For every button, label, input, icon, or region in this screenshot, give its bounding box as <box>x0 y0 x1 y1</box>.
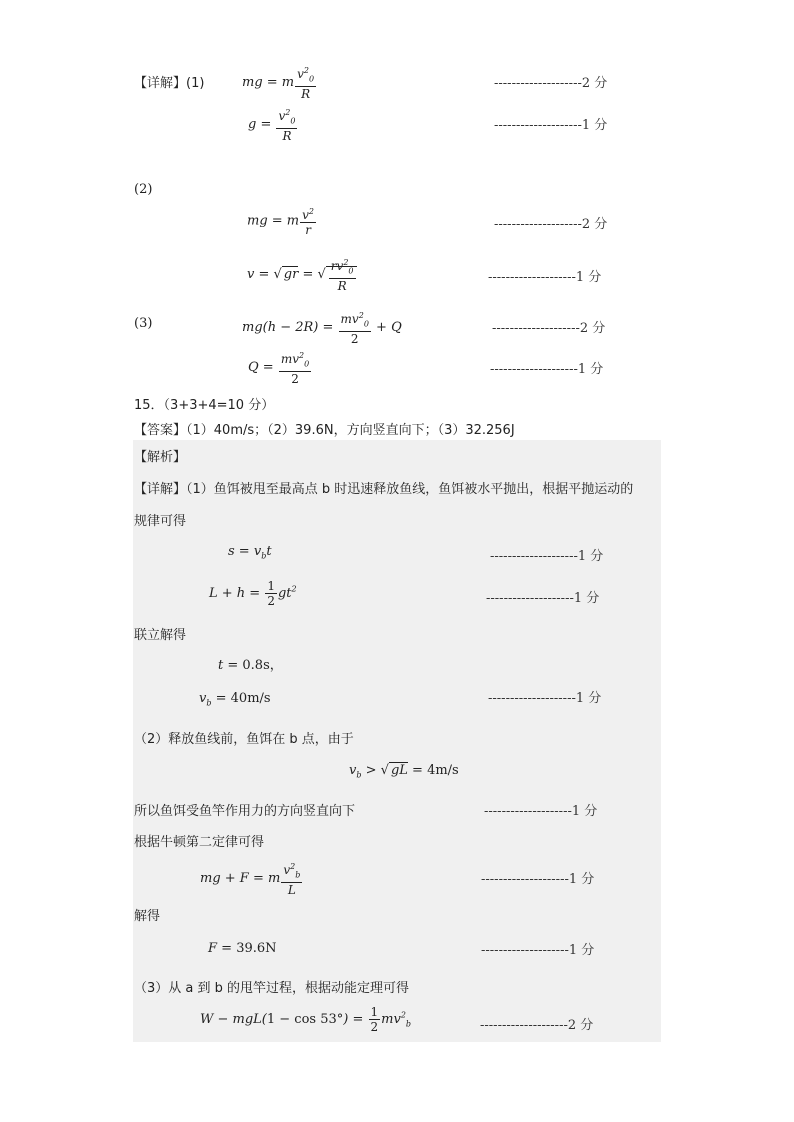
eq-vb-40: $v_b = 40m/s$ <box>199 691 271 708</box>
part-3-intro-15: （3）从 a 到 b 的甩竿过程，根据动能定理可得 <box>134 981 410 996</box>
score-14-2a: --------------------2 分 <box>494 217 608 232</box>
score-15-3a: --------------------2 分 <box>480 1018 594 1033</box>
eq-L-plus-h: L + h = $\frac{1}{2}$ $gt^2$ <box>209 579 297 608</box>
eq-t-0.8s: t = 0.8s， <box>218 658 283 673</box>
score-14-3b: --------------------1 分 <box>490 362 604 377</box>
eq-work-energy: W − mgL(1 − cos 53°) = $\frac{1}{2}$ $mv^2_b$ <box>200 1005 412 1034</box>
newton-label: 根据牛顿第二定律可得 <box>134 835 265 850</box>
score-14-1a: --------------------2 分 <box>494 76 608 91</box>
problem-15-heading: 15．（3+3+4=10 分） <box>134 398 275 413</box>
part-2-intro-15: （2）释放鱼线前，鱼饵在 b 点，由于 <box>134 732 354 747</box>
analysis-label: 【解析】 <box>134 450 187 465</box>
detail-label-14: 【详解】(1) <box>134 76 205 91</box>
eq-g-v0sq-over-R: g = $\frac{v^2_0}{R}$ <box>248 108 296 144</box>
part-2-label-14: (2) <box>134 182 153 197</box>
score-14-2b: --------------------1 分 <box>488 270 602 285</box>
score-15-1b: --------------------1 分 <box>486 591 600 606</box>
detail-label-15: 【详解】 <box>134 482 187 497</box>
joint-solve-label: 联立解得 <box>134 628 187 643</box>
direction-statement: 所以鱼饵受鱼竿作用力的方向竖直向下 <box>134 804 356 819</box>
eq-s-vb-t: $s = v_bt$ <box>228 544 272 561</box>
eq-mg-mvsq-over-r: mg = m $\frac{v^2}{r}$ <box>247 207 315 237</box>
detail-15-line2: 规律可得 <box>134 514 187 529</box>
score-15-1c: --------------------1 分 <box>488 691 602 706</box>
part-3-label-14: (3) <box>134 316 153 331</box>
eq-vb-gt-sqrt-gL: $v_b$ > √ gL = 4m/s <box>349 763 459 780</box>
eq-Q-mv0sq-over-2: Q = $\frac{mv^2_0}{2}$ <box>248 351 310 387</box>
score-15-2c: --------------------1 分 <box>481 943 595 958</box>
eq-v-sqrt-gr: v = √ gr = √ $\frac{rv^2_0}{R}$ <box>247 256 357 293</box>
detail-15-text: （1）鱼饵被甩至最高点 b 时迅速释放鱼线，鱼饵被水平抛出，根据平抛运动的 <box>186 482 634 497</box>
eq-energy-Q: mg(h − 2R) = $\frac{mv^2_0}{2}$ + Q <box>242 311 402 347</box>
score-15-2a: --------------------1 分 <box>484 804 598 819</box>
score-15-1a: --------------------1 分 <box>490 549 604 564</box>
eq-F-39.6N: F = 39.6N <box>208 941 277 956</box>
score-14-3a: --------------------2 分 <box>492 321 606 336</box>
eq-mg-plus-F: mg + F = m $\frac{v^2_b}{L}$ <box>200 862 301 898</box>
eq-mg-mv0sq-over-R: mg = m $\frac{v^2_0}{R}$ <box>242 66 315 102</box>
answer-15: 【答案】（1）40m/s；（2）39.6N，方向竖直向下；（3）32.256J <box>134 423 515 438</box>
detail-15-line1 <box>134 478 633 497</box>
score-14-1b: --------------------1 分 <box>494 118 608 133</box>
solve-label: 解得 <box>134 909 161 924</box>
score-15-2b: --------------------1 分 <box>481 872 595 887</box>
